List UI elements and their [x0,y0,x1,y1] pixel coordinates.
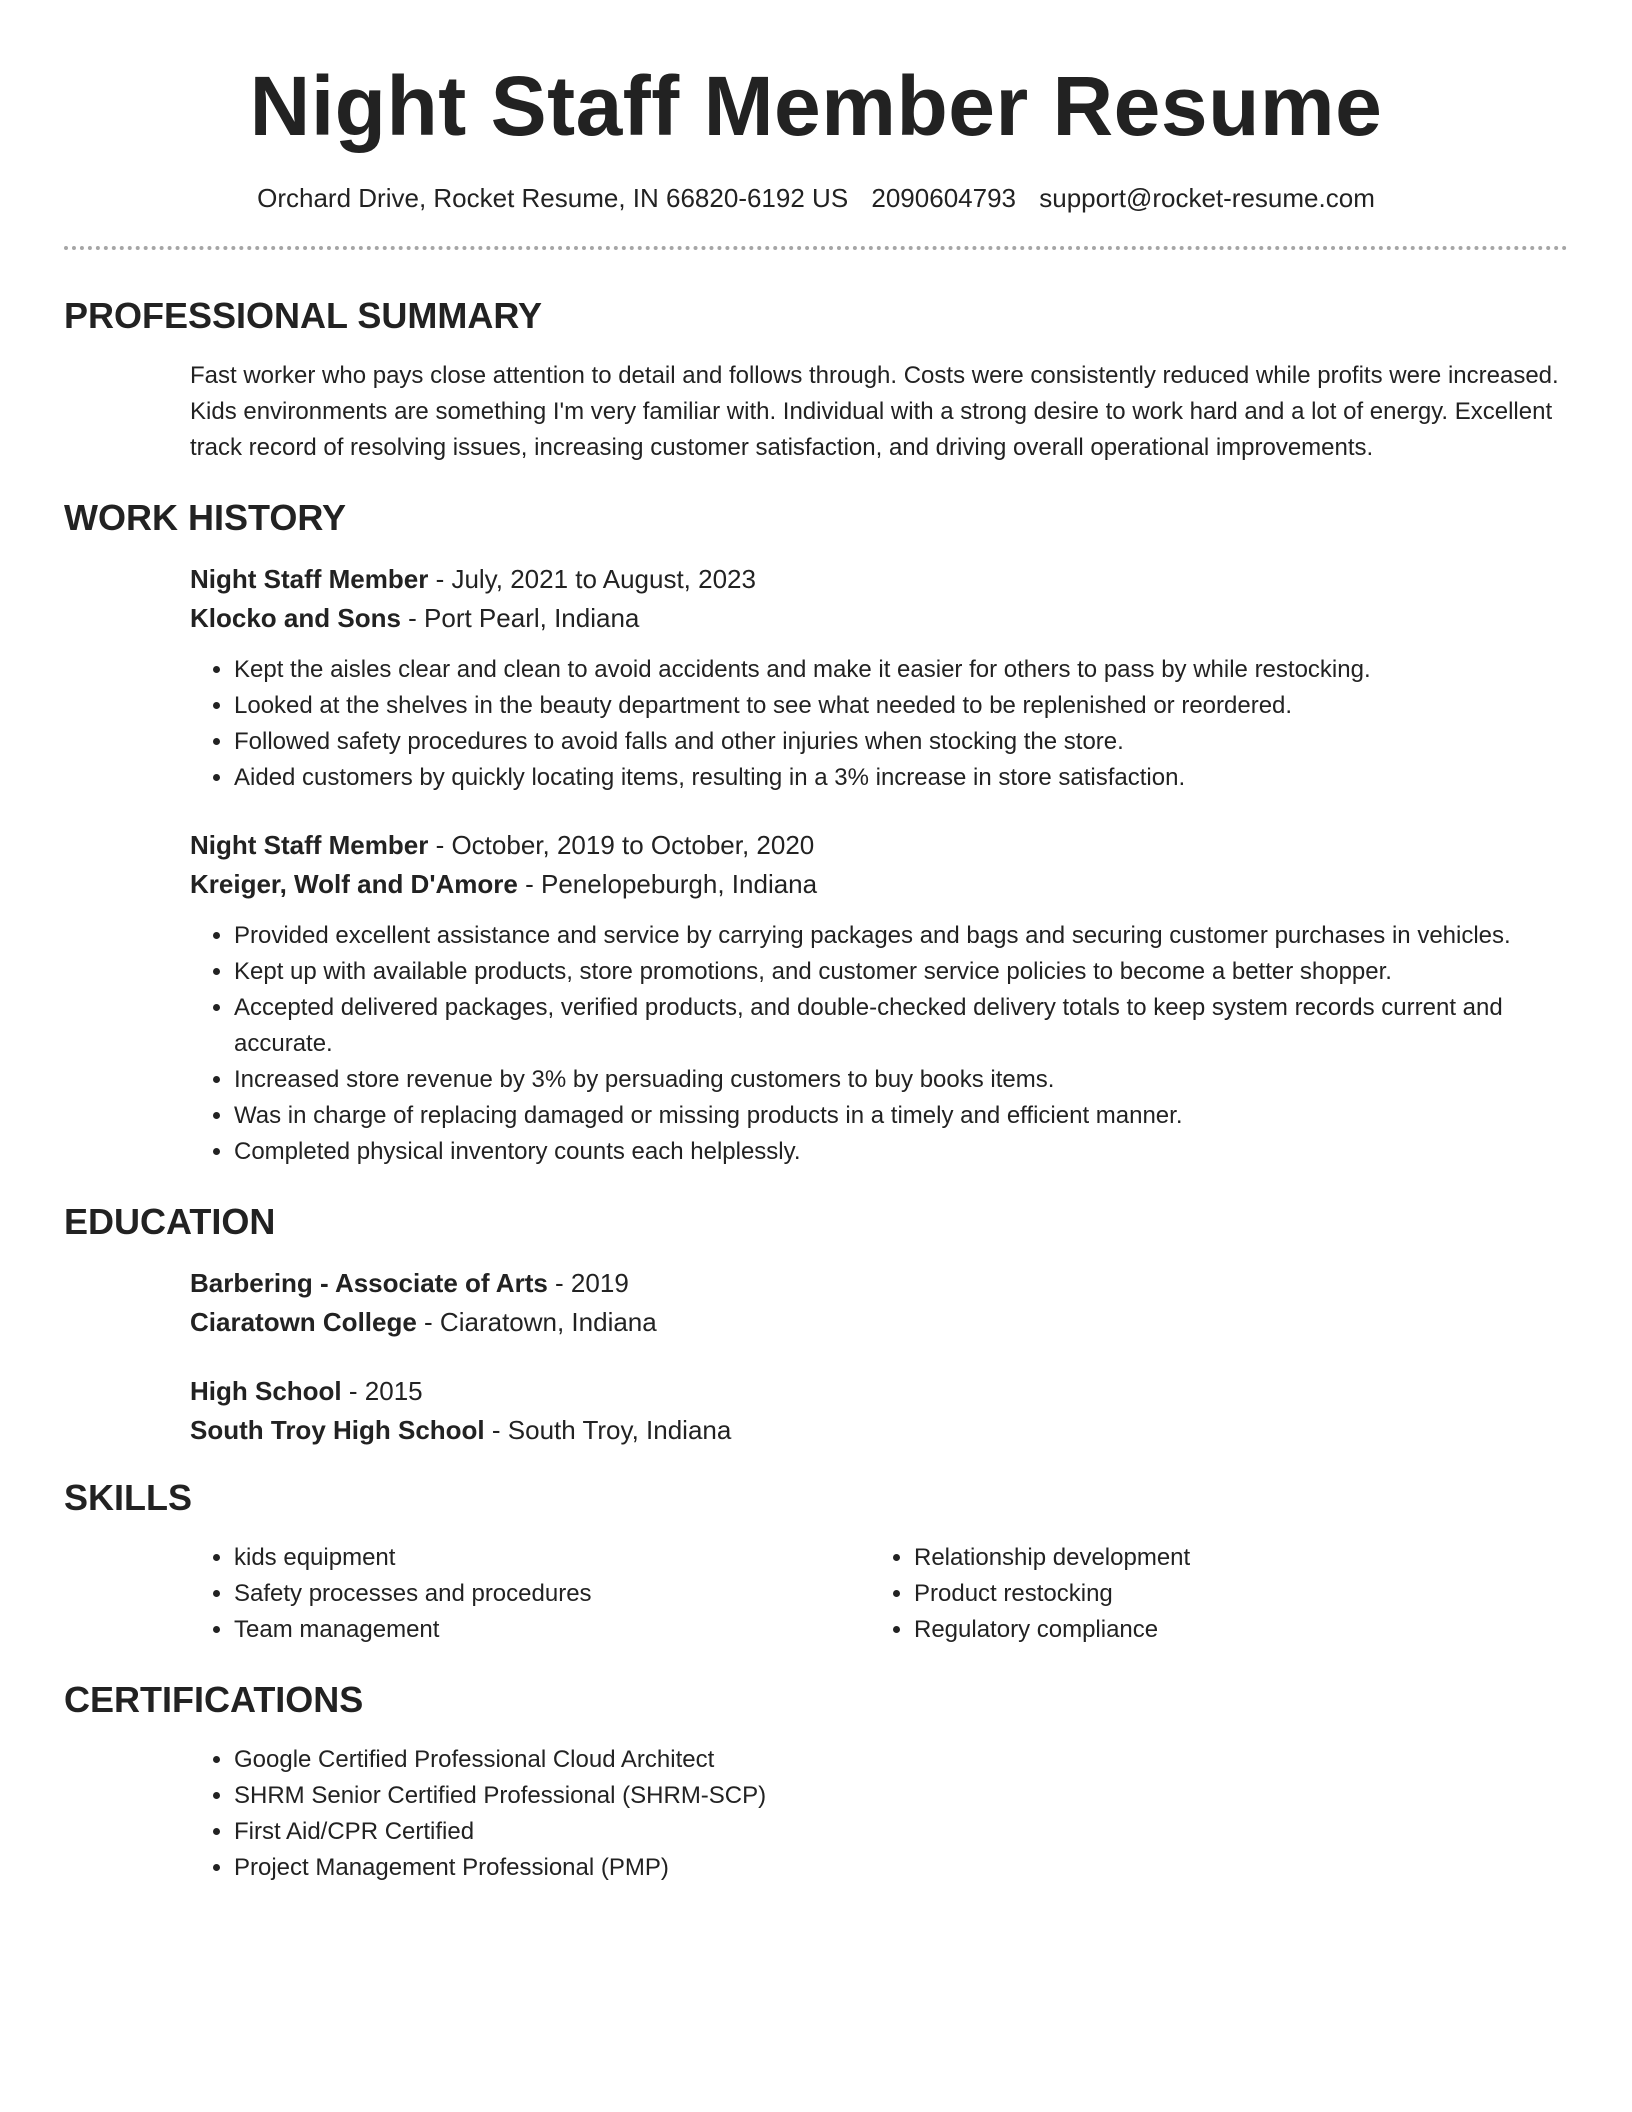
education-heading: EDUCATION [64,1201,276,1242]
education-location: - South Troy, Indiana [484,1415,732,1445]
job-title-line [190,560,1568,599]
education-degree: High School [190,1376,342,1406]
skills-columns [190,1540,1568,1648]
work-heading: WORK HISTORY [64,497,347,538]
header-divider [64,246,1568,250]
job-bullets [190,918,1568,1170]
job-title-line [190,826,1568,865]
resume-title: Night Staff Member Resume [249,59,1383,153]
job-title: Night Staff Member [190,564,429,594]
job-bullet: • Followed safety procedures to avoid falls and other injuries when stocking the store. [234,724,1568,760]
job-dates: - July, 2021 to August, 2023 [428,564,756,594]
skills-section [64,1476,1568,1648]
certification-item: • Google Certified Professional Cloud Architect [234,1742,1568,1778]
job-dates: - October, 2019 to October, 2020 [428,830,815,860]
certifications-list [190,1742,1568,1886]
skill-item: • Team management [234,1612,870,1648]
summary-heading: PROFESSIONAL SUMMARY [64,295,543,336]
education-degree-line [190,1264,1568,1303]
education-year: - 2015 [341,1376,423,1406]
education-school: Ciaratown College [190,1307,417,1337]
certification-item: • Project Management Professional (PMP) [234,1850,1568,1886]
skill-item: • Safety processes and procedures [234,1576,870,1612]
certifications-section [64,1678,1568,1886]
education-entry [190,1264,1568,1342]
education-year: - 2019 [547,1268,629,1298]
job-bullet: • Increased store revenue by 3% by persuading customers to buy books items. [234,1062,1568,1098]
contact-line [64,180,1568,216]
certification-item: • First Aid/CPR Certified [234,1814,1568,1850]
job-location: - Penelopeburgh, Indiana [517,869,818,899]
skill-item: • Product restocking [914,1576,1550,1612]
job-bullet: • Provided excellent assistance and service by carrying packages and bags and securing customer purchases in vehicles. [234,918,1568,954]
contact-phone: 2090604793 [871,183,1016,213]
skill-item: • kids equipment [234,1540,870,1576]
education-degree: Barbering - Associate of Arts [190,1268,548,1298]
education-location: - Ciaratown, Indiana [416,1307,657,1337]
job-bullet: • Completed physical inventory counts each helplessly. [234,1134,1568,1170]
job-entry [190,826,1568,1170]
certification-item: • SHRM Senior Certified Professional (SHRM-SCP) [234,1778,1568,1814]
summary-section [64,294,1568,466]
skill-item: • Relationship development [914,1540,1550,1576]
job-entry [190,560,1568,796]
job-bullets [190,652,1568,796]
education-entry [190,1372,1568,1450]
job-bullet: • Was in charge of replacing damaged or missing products in a timely and efficient manner. [234,1098,1568,1134]
education-section [64,1200,1568,1450]
job-company: Klocko and Sons [190,603,401,633]
education-school-line [190,1303,1568,1342]
skills-list-left [190,1540,870,1648]
education-degree-line [190,1372,1568,1411]
education-school-line [190,1411,1568,1450]
work-section [64,496,1568,1170]
job-bullet: • Aided customers by quickly locating items, resulting in a 3% increase in store satisfaction. [234,760,1568,796]
education-school: South Troy High School [190,1415,485,1445]
certifications-heading: CERTIFICATIONS [64,1679,364,1720]
job-company: Kreiger, Wolf and D'Amore [190,869,518,899]
job-location: - Port Pearl, Indiana [400,603,640,633]
job-title: Night Staff Member [190,830,429,860]
skills-heading: SKILLS [64,1477,193,1518]
summary-text: Fast worker who pays close attention to detail and follows through. Costs were consistently reduced while profits were increased. Kids environments are something I'm very familiar with. Individual with a strong desire to work hard and a lot of energy. Excellent track record of resolving issues, increasing customer satisfaction, and driving overall operational improvements. [190,362,1559,461]
job-bullet: • Looked at the shelves in the beauty department to see what needed to be replenished or reordered. [234,688,1568,724]
contact-address: Orchard Drive, Rocket Resume, IN 66820-6192 US [257,183,849,213]
job-company-line [190,599,1568,638]
job-company-line [190,865,1568,904]
job-bullet: • Kept the aisles clear and clean to avoid accidents and make it easier for others to pass by while restocking. [234,652,1568,688]
job-bullet: • Kept up with available products, store promotions, and customer service policies to become a better shopper. [234,954,1568,990]
skill-item: • Regulatory compliance [914,1612,1550,1648]
job-bullet: • Accepted delivered packages, verified products, and double-checked delivery totals to keep system records current and accurate. [234,990,1568,1062]
contact-email: support@rocket-resume.com [1039,183,1375,213]
skills-list-right [870,1540,1550,1648]
